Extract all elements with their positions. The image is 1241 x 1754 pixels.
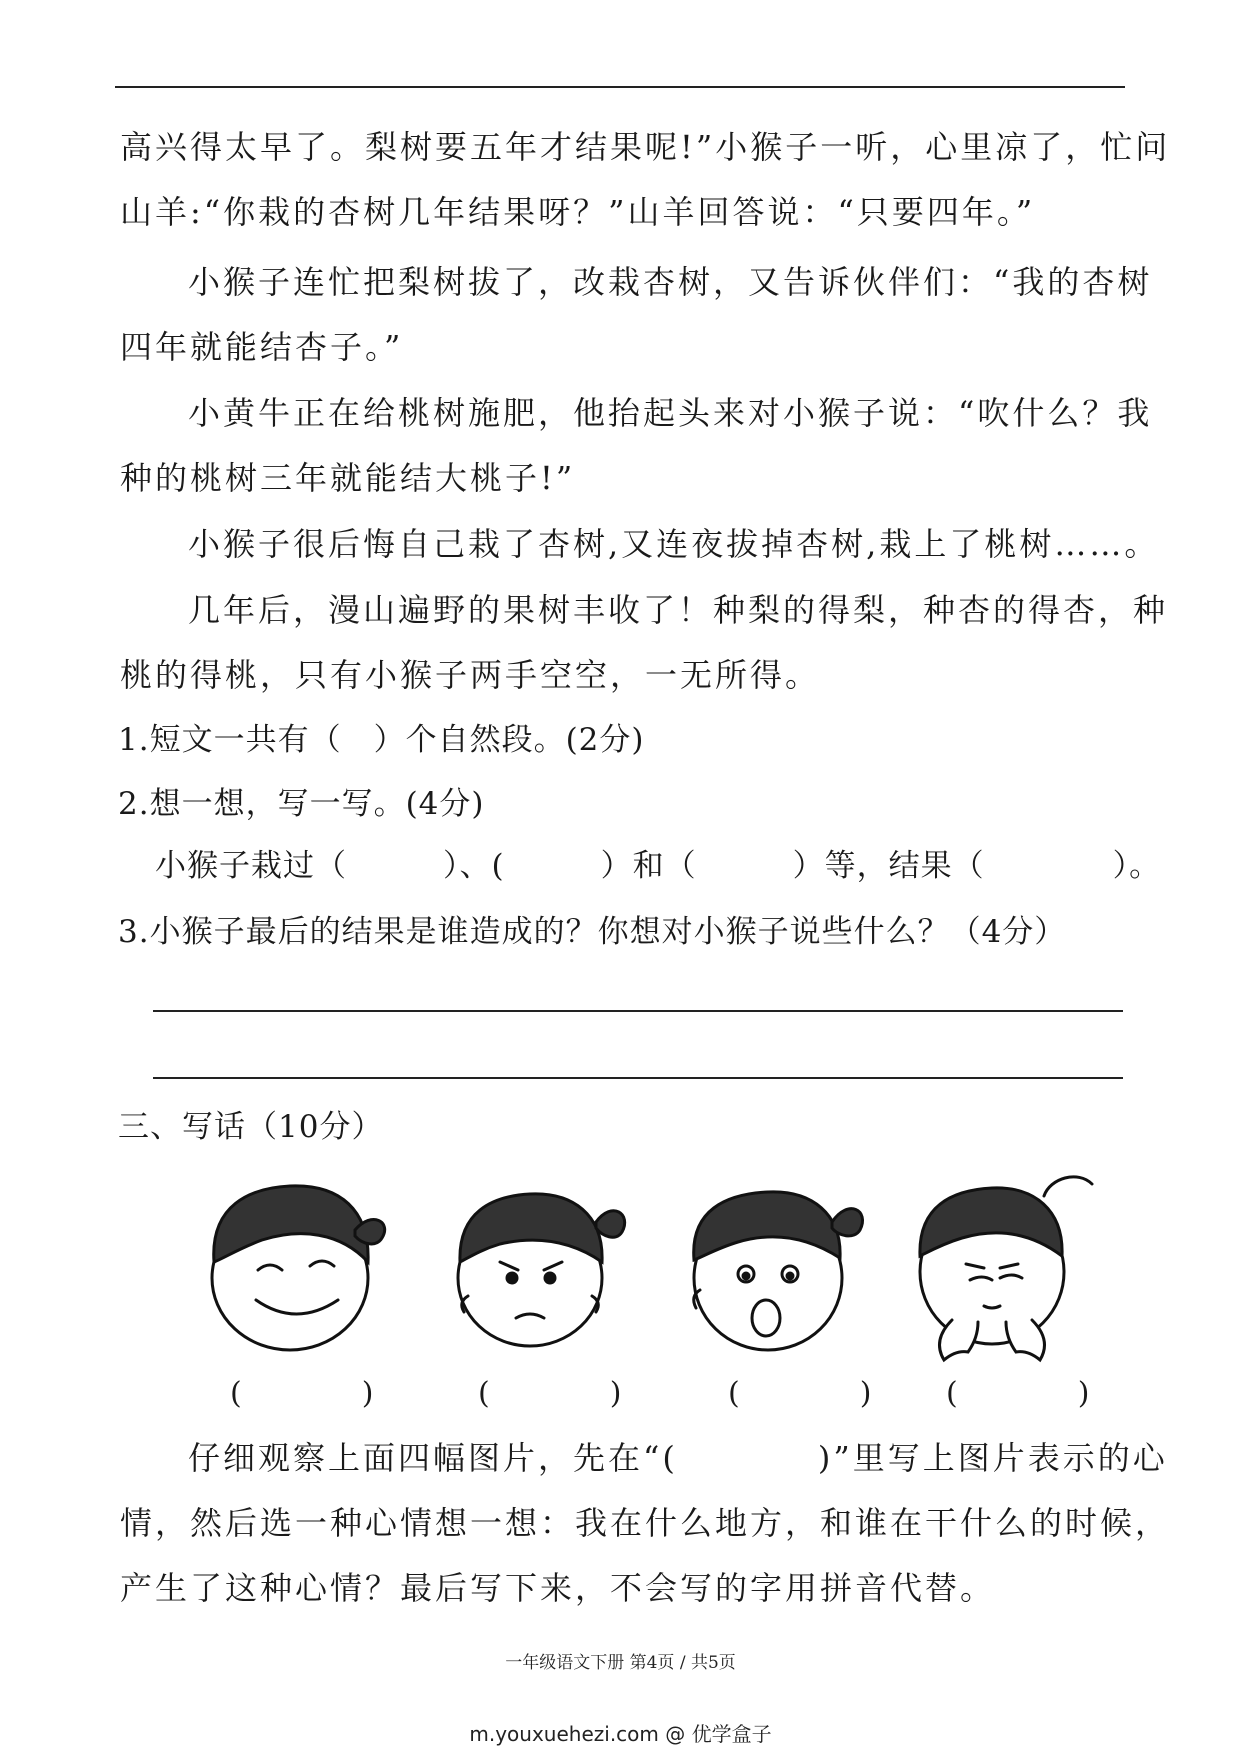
story-line-9: 桃的得桃，只有小猴子两手空空，一无所得。 — [120, 656, 821, 694]
mood-blank-2[interactable]: ( ) — [478, 1376, 622, 1411]
writing-instruction-1: 仔细观察上面四幅图片，先在“( )”里写上图片表示的心 — [188, 1439, 1168, 1477]
site-watermark: m.youxuehezi.com @ 优学盒子 — [469, 1722, 772, 1746]
story-line-5: 小黄牛正在给桃树施肥，他抬起头来对小猴子说：“吹什么？我 — [188, 394, 1153, 432]
story-line-7: 小猴子很后悔自己栽了杏树,又连夜拔掉杏树,栽上了桃树……。 — [188, 525, 1160, 563]
story-line-3: 小猴子连忙把梨树拔了，改栽杏树，又告诉伙伴们：“我的杏树 — [188, 263, 1153, 301]
mood-blank-3[interactable]: ( ) — [728, 1376, 872, 1411]
writing-instruction-2: 情，然后选一种心情想一想：我在什么地方，和谁在干什么的时候， — [120, 1504, 1171, 1542]
question-3: 3.小猴子最后的结果是谁造成的？你想对小猴子说些什么？（4分） — [118, 914, 1067, 950]
angry-face-icon — [458, 1194, 625, 1346]
story-line-8: 几年后，漫山遍野的果树丰收了！种梨的得梨，种杏的得杏，种 — [188, 591, 1169, 629]
sad-face-icon — [920, 1177, 1092, 1360]
happy-face-icon — [212, 1186, 385, 1350]
story-line-2: 山羊:“你栽的杏树几年结果呀？”山羊回答说：“只要四年。” — [120, 193, 1036, 231]
page-footer: 一年级语文下册 第4页 / 共5页 — [505, 1653, 736, 1673]
question-1: 1.短文一共有（ ）个自然段。(2分) — [118, 722, 645, 758]
surprised-face-icon — [694, 1192, 863, 1350]
writing-instruction-3: 产生了这种心情？最后写下来，不会写的字用拼音代替。 — [120, 1569, 996, 1607]
mood-blank-1[interactable]: ( ) — [230, 1376, 374, 1411]
story-line-4: 四年就能结杏子。” — [120, 328, 404, 366]
writing-heading: 三、写话（10分） — [118, 1109, 384, 1145]
question-2: 2.想一想，写一写。(4分) — [118, 786, 485, 822]
story-line-6: 种的桃树三年就能结大桃子!” — [120, 459, 576, 497]
mood-blank-4[interactable]: ( ) — [946, 1376, 1090, 1411]
question-2-fill: 小猴子栽过（ ）、( ）和（ ）等，结果（ ）。 — [155, 848, 1162, 884]
story-line-1: 高兴得太早了。梨树要五年才结果呢!”小猴子一听，心里凉了，忙问 — [120, 128, 1171, 166]
